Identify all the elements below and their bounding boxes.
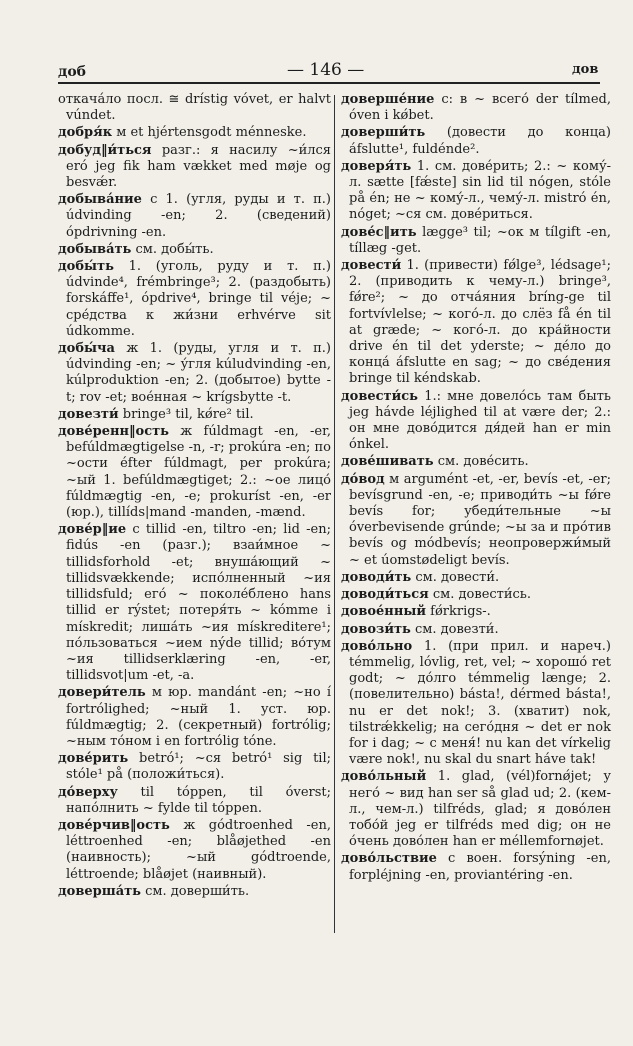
entry-definition: с воен. forsýning -en, forpléjning -en, proviantéring -en. [349, 851, 611, 883]
entry-definition: см. дове́сить. [433, 454, 529, 470]
entry-headword: дове́рчив‖ость [58, 817, 170, 833]
entry-headword: довое́нный [341, 604, 427, 620]
dictionary-entry [341, 224, 611, 257]
dictionary-entry [341, 125, 611, 157]
dictionary-entry [341, 587, 611, 603]
dictionary-entry [58, 751, 331, 783]
dictionary-entry [341, 569, 611, 586]
entry-definition: м et hjértensgodt ménneske. [112, 125, 307, 141]
dictionary-entry [341, 92, 611, 124]
dictionary-entry [58, 883, 331, 900]
entry-headword: добы́ть [58, 259, 114, 275]
entry-definition: см. доверши́ть. [141, 883, 250, 899]
entry-definition: til tóppen, til óverst; напо́лнить ~ fylde til tóppen. [66, 784, 331, 816]
dictionary-entry [58, 92, 331, 124]
entry-definition: 1. (привести) fǿlge³, lédsage¹; 2. (приводить к чему-л.) bringe³, fǿre²; ~ до отча́яния bríng-ge til fortvívlelse; ~ кого́-л. до слёз få én til at græde; ~ кого́-л. до кра́йности drive én til det yderste; ~ де́ло до конца́ áfslutte en sag; ~ до све́дения bringe til kéndskab. [349, 258, 611, 387]
entry-definition: с: в ~ всего́ der tílmed, óven i kǿbet. [349, 92, 611, 124]
entry-headword: добря́к [58, 125, 113, 141]
dictionary-entry [341, 769, 611, 850]
dictionary-entry [58, 817, 331, 883]
entry-headword: добы́ча [58, 341, 115, 357]
entry-headword: добыва́ние [58, 192, 142, 208]
entry-definition: с tillid -en, tiltro -en; lid -en; fidús -en (разг.); взаи́мное ~ tillidsforhold -et; внуша́ющий ~ tillidsvækkende; испо́лненный ~ия tillidsfuld; его́ ~ поколе́блено hans tillid er rýstet; потеря́ть ~ kómme i mískredit; лиша́ть ~ия mískreditere¹; по́льзоваться ~ием nýde tillid; во́тум ~ия tillidserklæring -en, -er, tillidsvot|um -et, -a. [66, 522, 331, 684]
header-right-word: дов [572, 62, 599, 77]
dictionary-entry [341, 258, 611, 388]
dictionary-entry [58, 522, 331, 684]
entry-headword: довести́ [341, 258, 402, 274]
entry-definition: разг.: я насилу ~и́лся eró jeg fik ham vækket med møje og besvǽr. [66, 142, 331, 191]
entry-headword: дово́льствие [341, 851, 437, 867]
entry-definition: см. добы́ть. [131, 241, 214, 257]
header-left-word: доб [58, 64, 87, 80]
entry-headword: до́верху [58, 784, 118, 800]
entry-headword: доводи́ться [341, 587, 429, 603]
dictionary-entry [341, 851, 611, 883]
entry-headword: довози́ть [341, 621, 411, 637]
entry-headword: дове́с‖ить [341, 224, 417, 240]
dictionary-entry [341, 388, 611, 454]
entry-headword: доверши́ть [341, 125, 426, 141]
entry-definition: ж gódtroenhed -en, léttroenhed -en; blåøjethed -en (наивность); ~ый gódtroende, léttroende; blåøjet (наивный). [66, 817, 331, 882]
entry-headword: доверше́ние [341, 92, 435, 107]
dictionary-entry [341, 471, 611, 569]
entry-definition: 1. см. дове́рить; 2.: ~ кому́-л. sætte [fǽste] sin lid til nógen, stóle på én; не ~ кому́-л., чему́-л. mistró én, nóget; ~ся см. дове́риться. [349, 158, 611, 223]
entry-headword: дове́ренн‖ость [58, 424, 169, 440]
entry-headword: доверша́ть [58, 883, 142, 899]
dictionary-entry [58, 784, 331, 817]
page-number: — 146 — [287, 60, 365, 80]
entry-definition: 1. (при прил. и нареч.) témmelig, lóvlig, ret, vel; ~ хорошо́ ret godt; ~ до́лго témmelig længe; 2. (повелительно) bástа!, dérmed bástа!, nu er det nok!; 3. (хватит) nok, tilstrǽkkelig; на сего́дня ~ det er nok for i dag; ~ с меня́! nu kan det vírkelig være nok!, nu skal du snart háve tak! [349, 638, 611, 768]
entry-definition: fǿrkrigs-. [426, 604, 491, 620]
dictionary-entry [58, 192, 331, 241]
entry-definition: м юр. mandánt -en; ~но í fortrólighed; ~ный 1. уст. юр. fúldmægtig; 2. (секретный) fortrólig; ~ным то́ном i en fortrólig tóne. [66, 685, 331, 749]
dictionary-entry [341, 621, 611, 638]
dictionary-entry [58, 406, 331, 423]
entry-headword: до́вод [341, 471, 385, 487]
left-column [58, 92, 331, 901]
entry-headword: довери́тель [58, 685, 146, 701]
dictionary-entry [58, 259, 331, 340]
entry-definition: см. довести́сь. [428, 587, 532, 603]
dictionary-entry [58, 424, 331, 521]
entry-definition: ж fúldmagt -en, -er, befúldmægtigelse -n, -r; prokúra -en; по ~ости éfter fúldmagt, per prokúra; ~ый 1. befúldmægtiget; 2.: ~ое лицо́ fúldmægtig -en, -e; prokuríst -en, -er (юр.), tillíds|mand -manden, -mænd. [66, 424, 331, 521]
right-column [341, 92, 611, 885]
entry-definition: lægge³ til; ~ок м tílgift -en, tíllæg -get. [349, 224, 611, 256]
entry-definition: с 1. (угля, руды и т. п.) údvinding -en; 2. (сведений) ópdrivning -en. [66, 192, 331, 240]
entry-headword: дове́рить [58, 751, 129, 767]
entry-headword: довезти́ [58, 406, 119, 422]
entry-headword: дове́р‖ие [58, 522, 127, 538]
entry-definition: 1.: мне довело́сь там быть jeg hávde léjlighed til at være der; 2.: он мне дово́дится дя́дей han er min ónkel. [349, 388, 611, 453]
entry-headword: доводи́ть [341, 569, 412, 585]
entry-headword: добыва́ть [58, 241, 132, 257]
entry-definition: см. довезти́. [410, 621, 499, 637]
entry-definition: betró¹; ~ся betró¹ sig til; stóle¹ på (положи́ться). [66, 751, 331, 783]
entry-definition: bringe³ til, kǿre² til. [118, 406, 254, 422]
entry-definition: 1. glad, (vél)fornǿjet; у него́ ~ вид han ser så glad ud; 2. (кем-л., чем-л.) tilfréds, glad; я дово́лен тобо́й jeg er tilfréds med dig; он не о́чень дово́лен han er méllemfornøjet. [349, 769, 611, 850]
entry-definition: 1. (уголь, руду и т. п.) údvinde⁴, frémbringe³; 2. (раздобыть) forskáffe¹, ópdrive⁴, bringe til véje; ~ сре́дства к жи́зни erhvérve sit údkomme. [66, 259, 331, 339]
entry-definition: (довести до конца) áfslutte¹, fuldénde². [349, 125, 611, 157]
dictionary-entry [341, 638, 611, 769]
header-rule [58, 82, 600, 84]
entry-headword: добуд‖и́ться [58, 142, 152, 158]
dictionary-entry [58, 685, 331, 750]
dictionary-entry [341, 604, 611, 620]
dictionary-entry [58, 142, 331, 192]
entry-definition: ж 1. (руды, угля и т. п.) údvinding -en; ~ у́гля kúludvinding -en, kúlproduktion -en; 2. (добытое) bytte -t; rov -et; вое́нная ~ krígsbytte -t. [66, 341, 331, 405]
entry-definition: м argumént -et, -er, bevís -et, -er; bevísgrund -en, -e; приводи́ть ~ы fǿre bevís for; убеди́тельные ~ы óverbevisende grúnde; ~ы за и про́тив bevís og módbevís; неопровержи́мый ~ et úomstødeligt bevís. [349, 471, 611, 568]
entry-definition: откача́ло посл. ≅ drístig vóvet, er halvt vúndet. [58, 92, 331, 124]
column-divider [334, 95, 335, 933]
entry-headword: довести́сь [341, 388, 418, 404]
entry-headword: дово́льно [341, 638, 413, 654]
entry-headword: дове́шивать [341, 454, 434, 470]
dictionary-entry [341, 158, 611, 224]
dictionary-entry [58, 341, 331, 406]
entry-headword: дово́льный [341, 769, 427, 785]
dictionary-entry [58, 125, 331, 141]
entry-headword: доверя́ть [341, 158, 412, 174]
dictionary-entry [341, 454, 611, 470]
dictionary-entry [58, 241, 331, 258]
entry-definition: см. довести́. [411, 569, 500, 585]
